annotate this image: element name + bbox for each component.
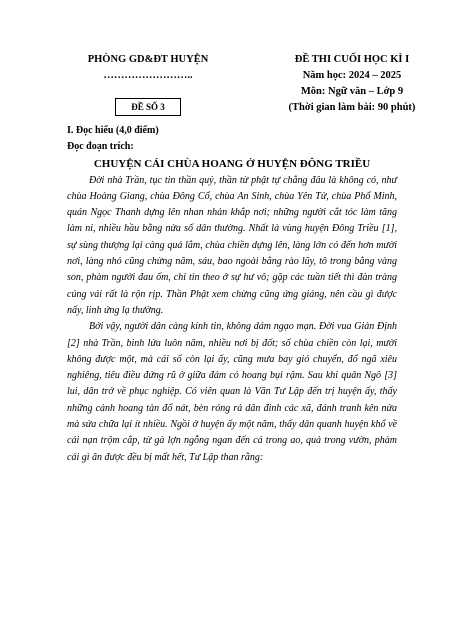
exam-code-badge: ĐỀ SỐ 3: [115, 98, 181, 116]
time-limit: (Thời gian làm bài: 90 phút): [288, 102, 416, 113]
story-paragraph-1: Đời nhà Trần, tục tin thần quỷ, thần từ phật tự chẳng đâu là không có, như chùa Hoàng Giang, chùa Đông Cổ, chùa An Sinh, chùa Yên Tử, chùa Phổ Minh, quán Ngọc Thanh dựng lên nhan nhản khắp nơi; những người cắt tóc làm tăng làm ni, nhiều hầu bằng nửa số dân thường. Nhất là vùng huyện Đông Triều [1], sự sùng thượng lại càng quá lắm, chùa chiền dựng lên, làng lớn có đến hơn mười nơi, làng nhỏ cũng chừng năm, sáu, bao ngoài bằng rào lũy, tô trong bằng vàng son, phàm người đau ốm, chỉ tin theo ở sự hư vô; gặp các tuần tiết thì đàn tràng cúng vái rất là rộn rịp. Thần Phật xem chừng cũng ứng giáng, nên cầu gì được nấy, linh ứng lạ thường.: [67, 174, 397, 316]
header-left: [68, 52, 228, 84]
district-placeholder: ……………………..: [103, 70, 193, 81]
subject-grade: Môn: Ngữ văn – Lớp 9: [300, 86, 404, 97]
department-name: PHÒNG GD&ĐT HUYỆN: [87, 54, 209, 65]
section-heading: I. Đọc hiểu (4,0 điểm): [67, 125, 159, 136]
school-year: Năm học: 2024 – 2025: [302, 70, 402, 81]
exam-title: ĐỀ THI CUỐI HỌC KÌ I: [294, 54, 410, 65]
story-paragraph-2: Bởi vậy, người dân càng kính tin, không dám ngạo mạn. Đời vua Giản Định [2] nhà Trần, binh lửa luôn năm, nhiều nơi bị đốt; số chùa chiền còn lại, mười không được một, mà cái số còn lại ấy, cũng mưa bay gió chuyển, đổ ngã xiêu nghiêng, tiêu điều đứng rũ ở giữa đám cỏ hoang bụi rậm. Sau khi quân Ngô [3] lui, dân trở về phục nghiệp. Có viên quan là Văn Tư Lập đến trị huyện ấy, thấy những cảnh hoang tàn đổ nát, bèn róng rả dân đinh các xã, đánh tranh kên nửa mà sửa chữa lại ít nhiều. Ngồi ở huyện ấy một năm, thấy dân quanh huyện khổ về cái nạn trộm cắp, từ gà lợn ngỗng ngan đến cả trong ao, quả trong vườn, phàm cái gì ăn được đều bị mất hết, Tư Lập than rằng:: [67, 321, 397, 463]
reading-section: [67, 123, 397, 466]
header-right: [262, 52, 442, 116]
exam-header: [0, 52, 450, 122]
story-title: CHUYỆN CÁI CHÙA HOANG Ở HUYỆN ĐÔNG TRIỀU: [93, 157, 371, 170]
section-subheading: Đọc đoạn trích:: [67, 141, 134, 153]
